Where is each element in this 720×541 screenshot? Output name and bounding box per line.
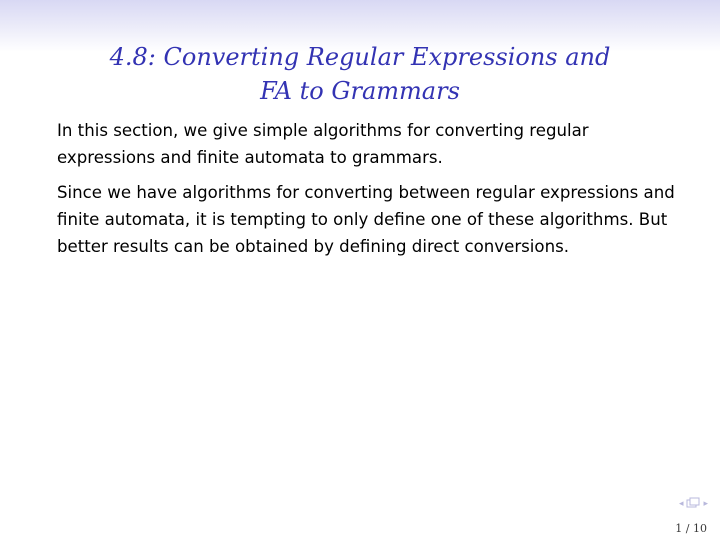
- frame-title: [0, 40, 720, 108]
- navigation-controls: [679, 497, 708, 511]
- slide-body: [57, 117, 677, 268]
- frame-icon[interactable]: [686, 497, 700, 511]
- page-counter: 1 / 10: [675, 522, 707, 535]
- frame-title-line-1: 4.8: Converting Regular Expressions and: [109, 43, 611, 71]
- paragraph-motivation: Since we have algorithms for converting between regular expressions and finite automata, it is tempting to only define one of these algorithms. But better results can be obtained by defining direct conversions.: [57, 183, 675, 256]
- arrow-left-icon[interactable]: ◂: [678, 499, 684, 509]
- arrow-right-icon[interactable]: ▸: [703, 499, 708, 509]
- frame-title-line-2: FA to Grammars: [260, 77, 460, 105]
- paragraph-intro: In this section, we give simple algorithms for converting regular expressions and finite automata to grammars.: [57, 121, 589, 167]
